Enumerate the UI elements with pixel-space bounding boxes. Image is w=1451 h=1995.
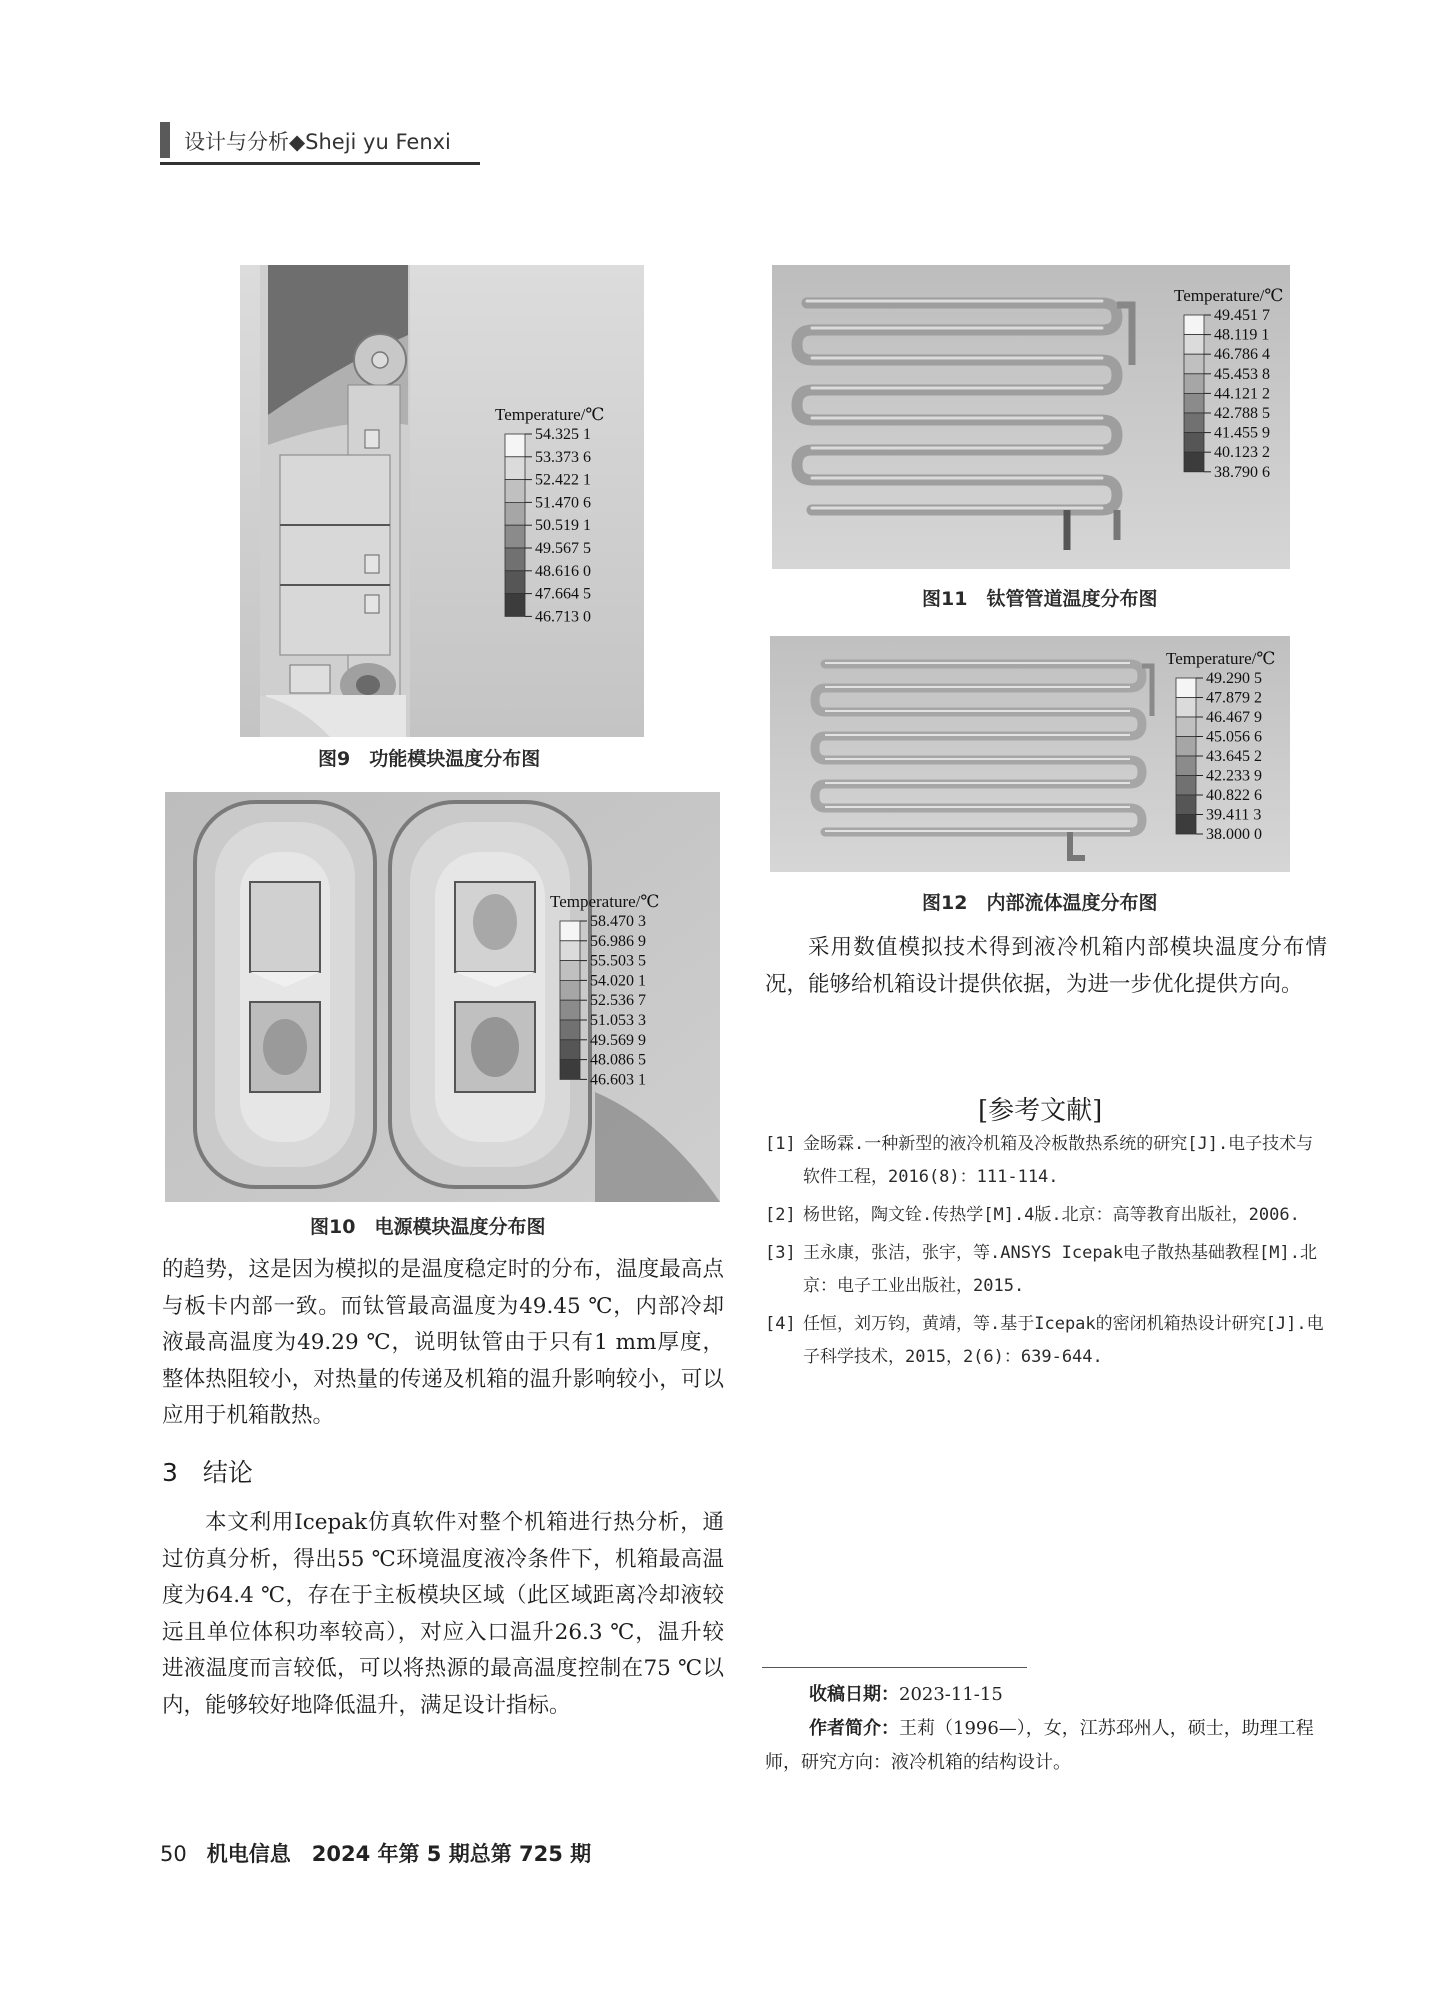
legend-swatch [1184, 433, 1204, 453]
received-date [765, 1678, 1328, 1712]
legend-swatch [505, 480, 525, 503]
figure-10-legend [165, 792, 720, 1202]
legend-swatch [1184, 354, 1204, 374]
legend-value: 45.056 6 [1206, 728, 1262, 746]
legend-swatch [1176, 815, 1196, 835]
received-label: 收稿日期： [809, 1684, 899, 1705]
legend-value: 46.713 0 [535, 608, 591, 626]
legend-swatch [505, 525, 525, 548]
received-value: 2023-11-15 [899, 1684, 1003, 1705]
legend-value: 49.567 5 [535, 540, 591, 557]
figure-12-legend [770, 636, 1290, 872]
legend-swatch [505, 434, 525, 457]
legend-swatch [505, 548, 525, 571]
legend-value: 39.411 3 [1206, 806, 1262, 824]
references-list [765, 1128, 1328, 1379]
legend-value: 49.569 9 [590, 1031, 646, 1049]
legend-value: 47.664 5 [535, 585, 591, 603]
legend-swatch [1176, 737, 1196, 757]
reference-item [765, 1128, 1328, 1194]
legend-title: Temperature/℃ [1166, 649, 1276, 668]
reference-item [765, 1199, 1328, 1232]
left-column-text [162, 1252, 724, 1435]
reference-item [765, 1237, 1328, 1303]
legend-value: 38.790 6 [1214, 463, 1270, 481]
legend-value: 46.786 4 [1214, 346, 1270, 364]
reference-text: 任恒，刘万钧，黄靖，等.基于Icepak的密闭机箱热设计研究[J].电子科学技术，2015，2(6)：639-644. [803, 1314, 1324, 1367]
legend-swatch [1184, 335, 1204, 355]
legend-value: 38.000 0 [1206, 826, 1262, 843]
legend-value: 42.788 5 [1214, 405, 1270, 422]
legend-swatch [505, 457, 525, 480]
legend-value: 47.879 2 [1206, 689, 1262, 707]
legend-swatch [505, 594, 525, 617]
legend-title: Temperature/℃ [495, 405, 605, 424]
left-paragraph-1: 的趋势，这是因为模拟的是温度稳定时的分布，温度最高点与板卡内部一致。而钛管最高温度为49.45 ℃，内部冷却液最高温度为49.29 ℃，说明钛管由于只有1 mm厚度，整体热阻较小，对热量的传递及机箱的温升影响较小，可以应用于机箱散热。 [162, 1257, 724, 1428]
legend-value: 46.467 9 [1206, 709, 1262, 726]
legend-value: 49.451 7 [1214, 307, 1270, 324]
legend-swatch [1184, 413, 1204, 433]
legend-value: 44.121 2 [1214, 385, 1270, 403]
legend-swatch [1184, 452, 1204, 472]
legend-value: 54.020 1 [590, 972, 646, 990]
legend-value: 40.822 6 [1206, 787, 1262, 804]
legend-value: 48.616 0 [535, 562, 591, 580]
right-paragraph-1: 采用数值模拟技术得到液冷机箱内部模块温度分布情况，能够给机箱设计提供依据，为进一步优化提供方向。 [765, 935, 1327, 997]
legend-value: 55.503 5 [590, 952, 646, 970]
legend-swatch [560, 1020, 580, 1040]
reference-text: 王永康，张洁，张宇，等.ANSYS Icepak电子散热基础教程[M].北京：电子工业出版社，2015. [803, 1243, 1317, 1296]
reference-number: [2] [765, 1205, 796, 1225]
figure-12-caption: 图12 内部流体温度分布图 [922, 892, 1158, 914]
legend-value: 52.422 1 [535, 471, 591, 489]
legend-swatch [560, 921, 580, 941]
legend-swatch [1176, 678, 1196, 698]
legend-swatch [1176, 698, 1196, 718]
legend-value: 56.986 9 [590, 932, 646, 950]
legend-value: 51.053 3 [590, 1012, 646, 1029]
legend-swatch [560, 1060, 580, 1080]
legend-swatch [560, 1040, 580, 1060]
figure-10-caption: 图10 电源模块温度分布图 [310, 1216, 546, 1238]
legend-value: 48.119 1 [1214, 326, 1270, 344]
journal-issue: 机电信息 2024 年第 5 期总第 725 期 [206, 1842, 592, 1866]
legend-swatch [560, 961, 580, 981]
legend-value: 52.536 7 [590, 992, 646, 1010]
legend-swatch [560, 1000, 580, 1020]
reference-number: [1] [765, 1134, 796, 1154]
page-number: 50 [160, 1842, 187, 1866]
legend-value: 46.603 1 [590, 1071, 646, 1089]
legend-value: 41.455 9 [1214, 424, 1270, 442]
references-title: [参考文献] [978, 1096, 1103, 1126]
legend-swatch [560, 980, 580, 1000]
header-rule [160, 162, 480, 165]
reference-item [765, 1308, 1328, 1374]
legend-swatch [560, 941, 580, 961]
author-info [765, 1712, 1328, 1780]
reference-number: [3] [765, 1243, 796, 1263]
right-column-text [765, 930, 1327, 1003]
legend-swatch [1176, 776, 1196, 796]
legend-value: 42.233 9 [1206, 767, 1262, 785]
reference-number: [4] [765, 1314, 796, 1334]
legend-swatch [1176, 756, 1196, 776]
legend-value: 50.519 1 [535, 517, 591, 535]
figure-9-caption: 图9 功能模块温度分布图 [318, 748, 541, 770]
reference-text: 杨世铭，陶文铨.传热学[M].4版.北京：高等教育出版社，2006. [803, 1205, 1300, 1225]
legend-swatch [1176, 717, 1196, 737]
legend-title: Temperature/℃ [550, 892, 660, 911]
figure-9-legend [240, 265, 644, 737]
legend-value: 51.470 6 [535, 494, 591, 512]
legend-value: 58.470 3 [590, 913, 646, 930]
footnote [765, 1678, 1328, 1780]
legend-value: 54.325 1 [535, 426, 591, 443]
footnote-rule [762, 1667, 1027, 1668]
figure-11-caption: 图11 钛管管道温度分布图 [922, 588, 1158, 610]
legend-value: 40.123 2 [1214, 444, 1270, 462]
legend-value: 53.373 6 [535, 448, 591, 466]
legend-value: 48.086 5 [590, 1051, 646, 1069]
legend-value: 43.645 2 [1206, 748, 1262, 765]
legend-swatch [1184, 374, 1204, 394]
running-header: 设计与分析◆Sheji yu Fenxi [184, 130, 451, 154]
section-heading-conclusion: 3 结论 [162, 1458, 253, 1487]
legend-swatch [1176, 795, 1196, 815]
reference-text: 金旸霖.一种新型的液冷机箱及冷板散热系统的研究[J].电子技术与软件工程，2016(8)：111-114. [803, 1134, 1314, 1187]
legend-swatch [1184, 315, 1204, 335]
author-value: 王莉（1996—），女，江苏邳州人，硕士，助理工程师，研究方向：液冷机箱的结构设计。 [765, 1718, 1314, 1773]
conclusion-text [162, 1505, 724, 1724]
legend-title: Temperature/℃ [1174, 286, 1284, 305]
legend-value: 45.453 8 [1214, 365, 1270, 383]
legend-swatch [1184, 393, 1204, 413]
legend-swatch [505, 571, 525, 594]
legend-value: 49.290 5 [1206, 670, 1262, 687]
legend-swatch [505, 502, 525, 525]
author-label: 作者简介： [809, 1718, 899, 1739]
conclusion-paragraph: 本文利用Icepak仿真软件对整个机箱进行热分析，通过仿真分析，得出55 ℃环境温度液冷条件下，机箱最高温度为64.4 ℃，存在于主板模块区域（此区域距离冷却液较远且单位体积功率较高），对应入口温升26.3 ℃，温升较进液温度而言较低，可以将热源的最高温度控制在75 ℃以内，能够较好地降低温升，满足设计指标。 [162, 1510, 724, 1718]
page-footer [160, 1838, 591, 1868]
header-bar [160, 122, 170, 158]
figure-11-legend [772, 265, 1290, 569]
